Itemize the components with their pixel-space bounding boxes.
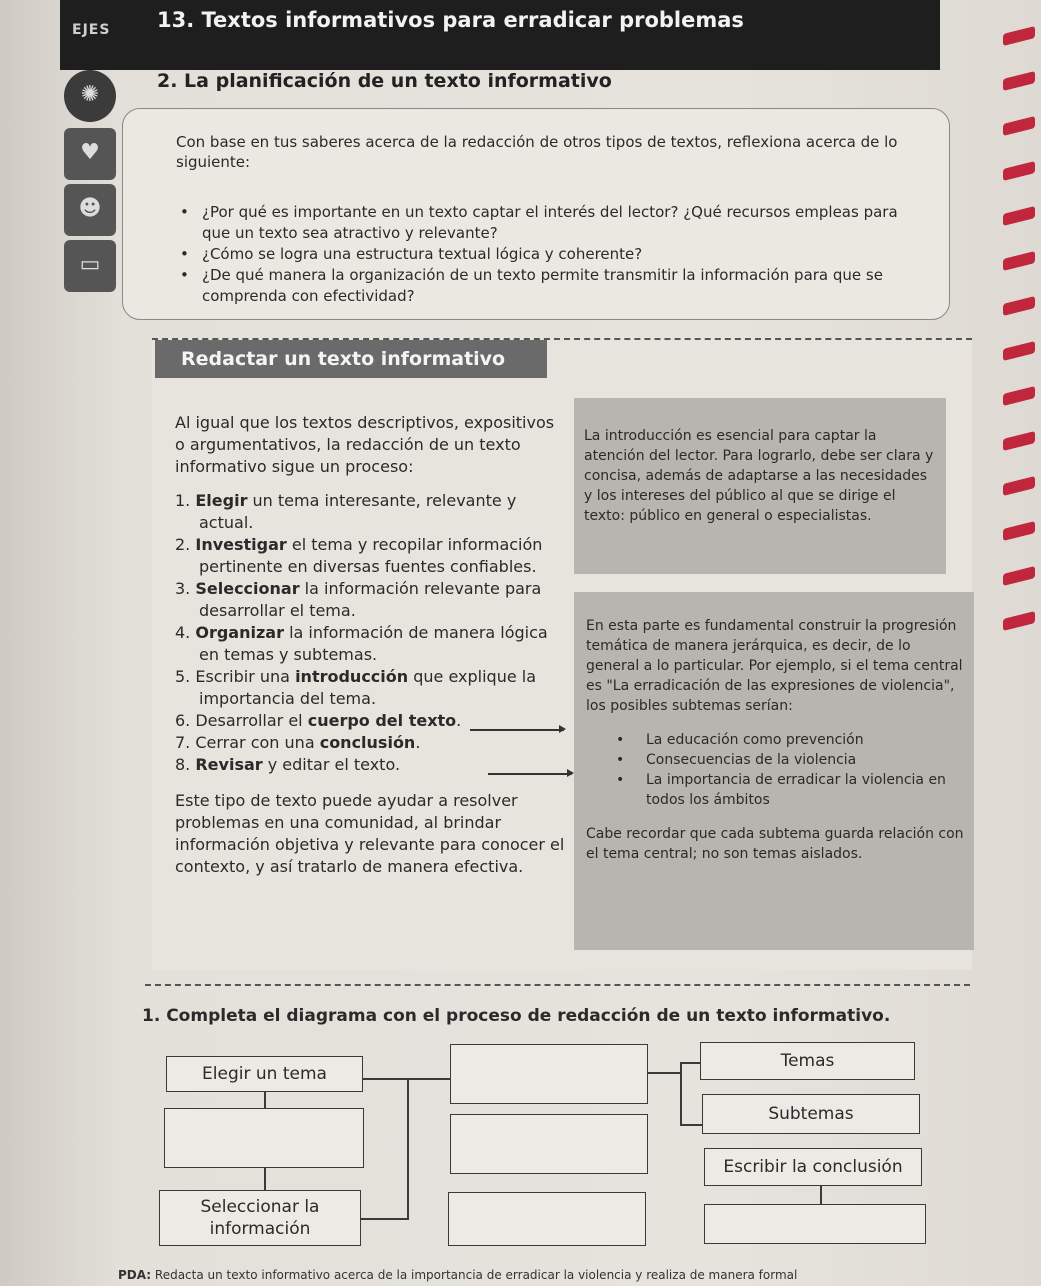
list-item: • Consecuencias de la violencia [616, 750, 966, 770]
connector [680, 1124, 702, 1126]
list-item: • La educación como prevención [616, 730, 966, 750]
subtopic-list [616, 730, 966, 810]
book-icon: ▭ [64, 240, 116, 292]
list-item: 8. Revisar y editar el texto. [175, 755, 401, 774]
page-title: 13. Textos informativos para erradicar problemas [157, 8, 744, 32]
list-item: • ¿Cómo se logra una estructura textual lógica y coherente? [176, 244, 916, 265]
connector [680, 1062, 682, 1126]
people-icon: ☻ [64, 184, 116, 236]
list-item: • La importancia de erradicar la violencia en todos los ámbitos [616, 770, 966, 810]
box-seleccionar: Seleccionar la información [159, 1190, 361, 1246]
heart-icon: ♥ [64, 128, 116, 180]
list-item: 5. Escribir una introducción que explique la importancia del tema. [175, 667, 537, 708]
box-blank-investigar[interactable] [164, 1108, 364, 1168]
list-item: 1. Elegir un tema interesante, relevante y actual. [175, 491, 517, 532]
list-item: 6. Desarrollar el cuerpo del texto. [175, 711, 462, 730]
box-elegir-tema: Elegir un tema [166, 1056, 363, 1092]
connector [361, 1218, 409, 1220]
note-cuerpo-paragraph: En esta parte es fundamental construir la progresión temática de manera jerárquica, es decir, de lo general a lo particular. Por ejemplo, si el tema central es "La erradicación de las expresiones de violencia", los posibles subtemas serían: [586, 618, 963, 714]
list-item: 7. Cerrar con una conclusión. [175, 733, 421, 752]
process-closing: Este tipo de texto puede ayudar a resolver problemas en una comunidad, al brindar información objetiva y relevante para conocer el contexto, y así tratarlo de manera efectiva. [175, 791, 565, 876]
list-item: • ¿De qué manera la organización de un texto permite transmitir la información para que se comprenda con efectividad? [176, 265, 916, 307]
list-item: 4. Organizar la información de manera lógica en temas y subtemas. [175, 623, 548, 664]
divider [145, 984, 970, 986]
box-blank-desarrollar[interactable] [448, 1192, 646, 1246]
box-blank-organizar[interactable] [450, 1044, 648, 1104]
section-heading: Redactar un texto informativo [155, 340, 547, 378]
list-item: 3. Seleccionar la información relevante para desarrollar el tema. [175, 579, 542, 620]
arrow-to-intro-note [470, 729, 564, 731]
connector [264, 1092, 266, 1108]
list-item: • ¿Por qué es importante en un texto captar el interés del lector? ¿Qué recursos empleas para que un texto sea atractivo y relevante? [176, 202, 916, 244]
box-temas: Temas [700, 1042, 915, 1080]
box-blank-introduccion[interactable] [450, 1114, 648, 1174]
reflection-questions [176, 202, 916, 307]
spiral-binding [996, 0, 1041, 1286]
process-column [175, 412, 565, 878]
box-subtemas: Subtemas [702, 1094, 920, 1134]
connector [680, 1062, 700, 1064]
note-cuerpo-text [586, 616, 966, 864]
exercise-question: 1. Completa el diagrama con el proceso de redacción de un texto informativo. [142, 1006, 891, 1026]
note-cuerpo-after: Cabe recordar que cada subtema guarda relación con el tema central; no son temas aislados. [586, 826, 964, 862]
note-introduccion-text: La introducción es esencial para captar la atención del lector. Para lograrlo, debe ser clara y concisa, además de adaptarse a las necesidades y los intereses del público al que se dirige el texto: público en general o especialistas. [584, 428, 934, 524]
connector [264, 1168, 266, 1190]
process-intro: Al igual que los textos descriptivos, expositivos o argumentativos, la redacción de un texto informativo sigue un proceso: [175, 413, 555, 476]
ejes-badge: EJES [72, 22, 111, 38]
section-subtitle: 2. La planificación de un texto informativo [157, 70, 612, 92]
connector [363, 1078, 451, 1080]
reflection-intro: Con base en tus saberes acerca de la redacción de otros tipos de textos, reflexiona acerca de lo siguiente: [176, 133, 898, 171]
list-item: 2. Investigar el tema y recopilar información pertinente en diversas fuentes confiables. [175, 535, 543, 576]
box-blank-revisar[interactable] [704, 1204, 926, 1244]
connector [648, 1072, 680, 1074]
pda-footer: PDA: Redacta un texto informativo acerca de la importancia de erradicar la violencia y realiza de manera formal [118, 1268, 798, 1282]
connector [820, 1186, 822, 1204]
process-steps [175, 490, 565, 776]
box-conclusion: Escribir la conclusión [704, 1148, 922, 1186]
globe-icon: ✺ [64, 70, 116, 122]
arrow-to-body-note [488, 773, 572, 775]
connector [407, 1078, 409, 1220]
